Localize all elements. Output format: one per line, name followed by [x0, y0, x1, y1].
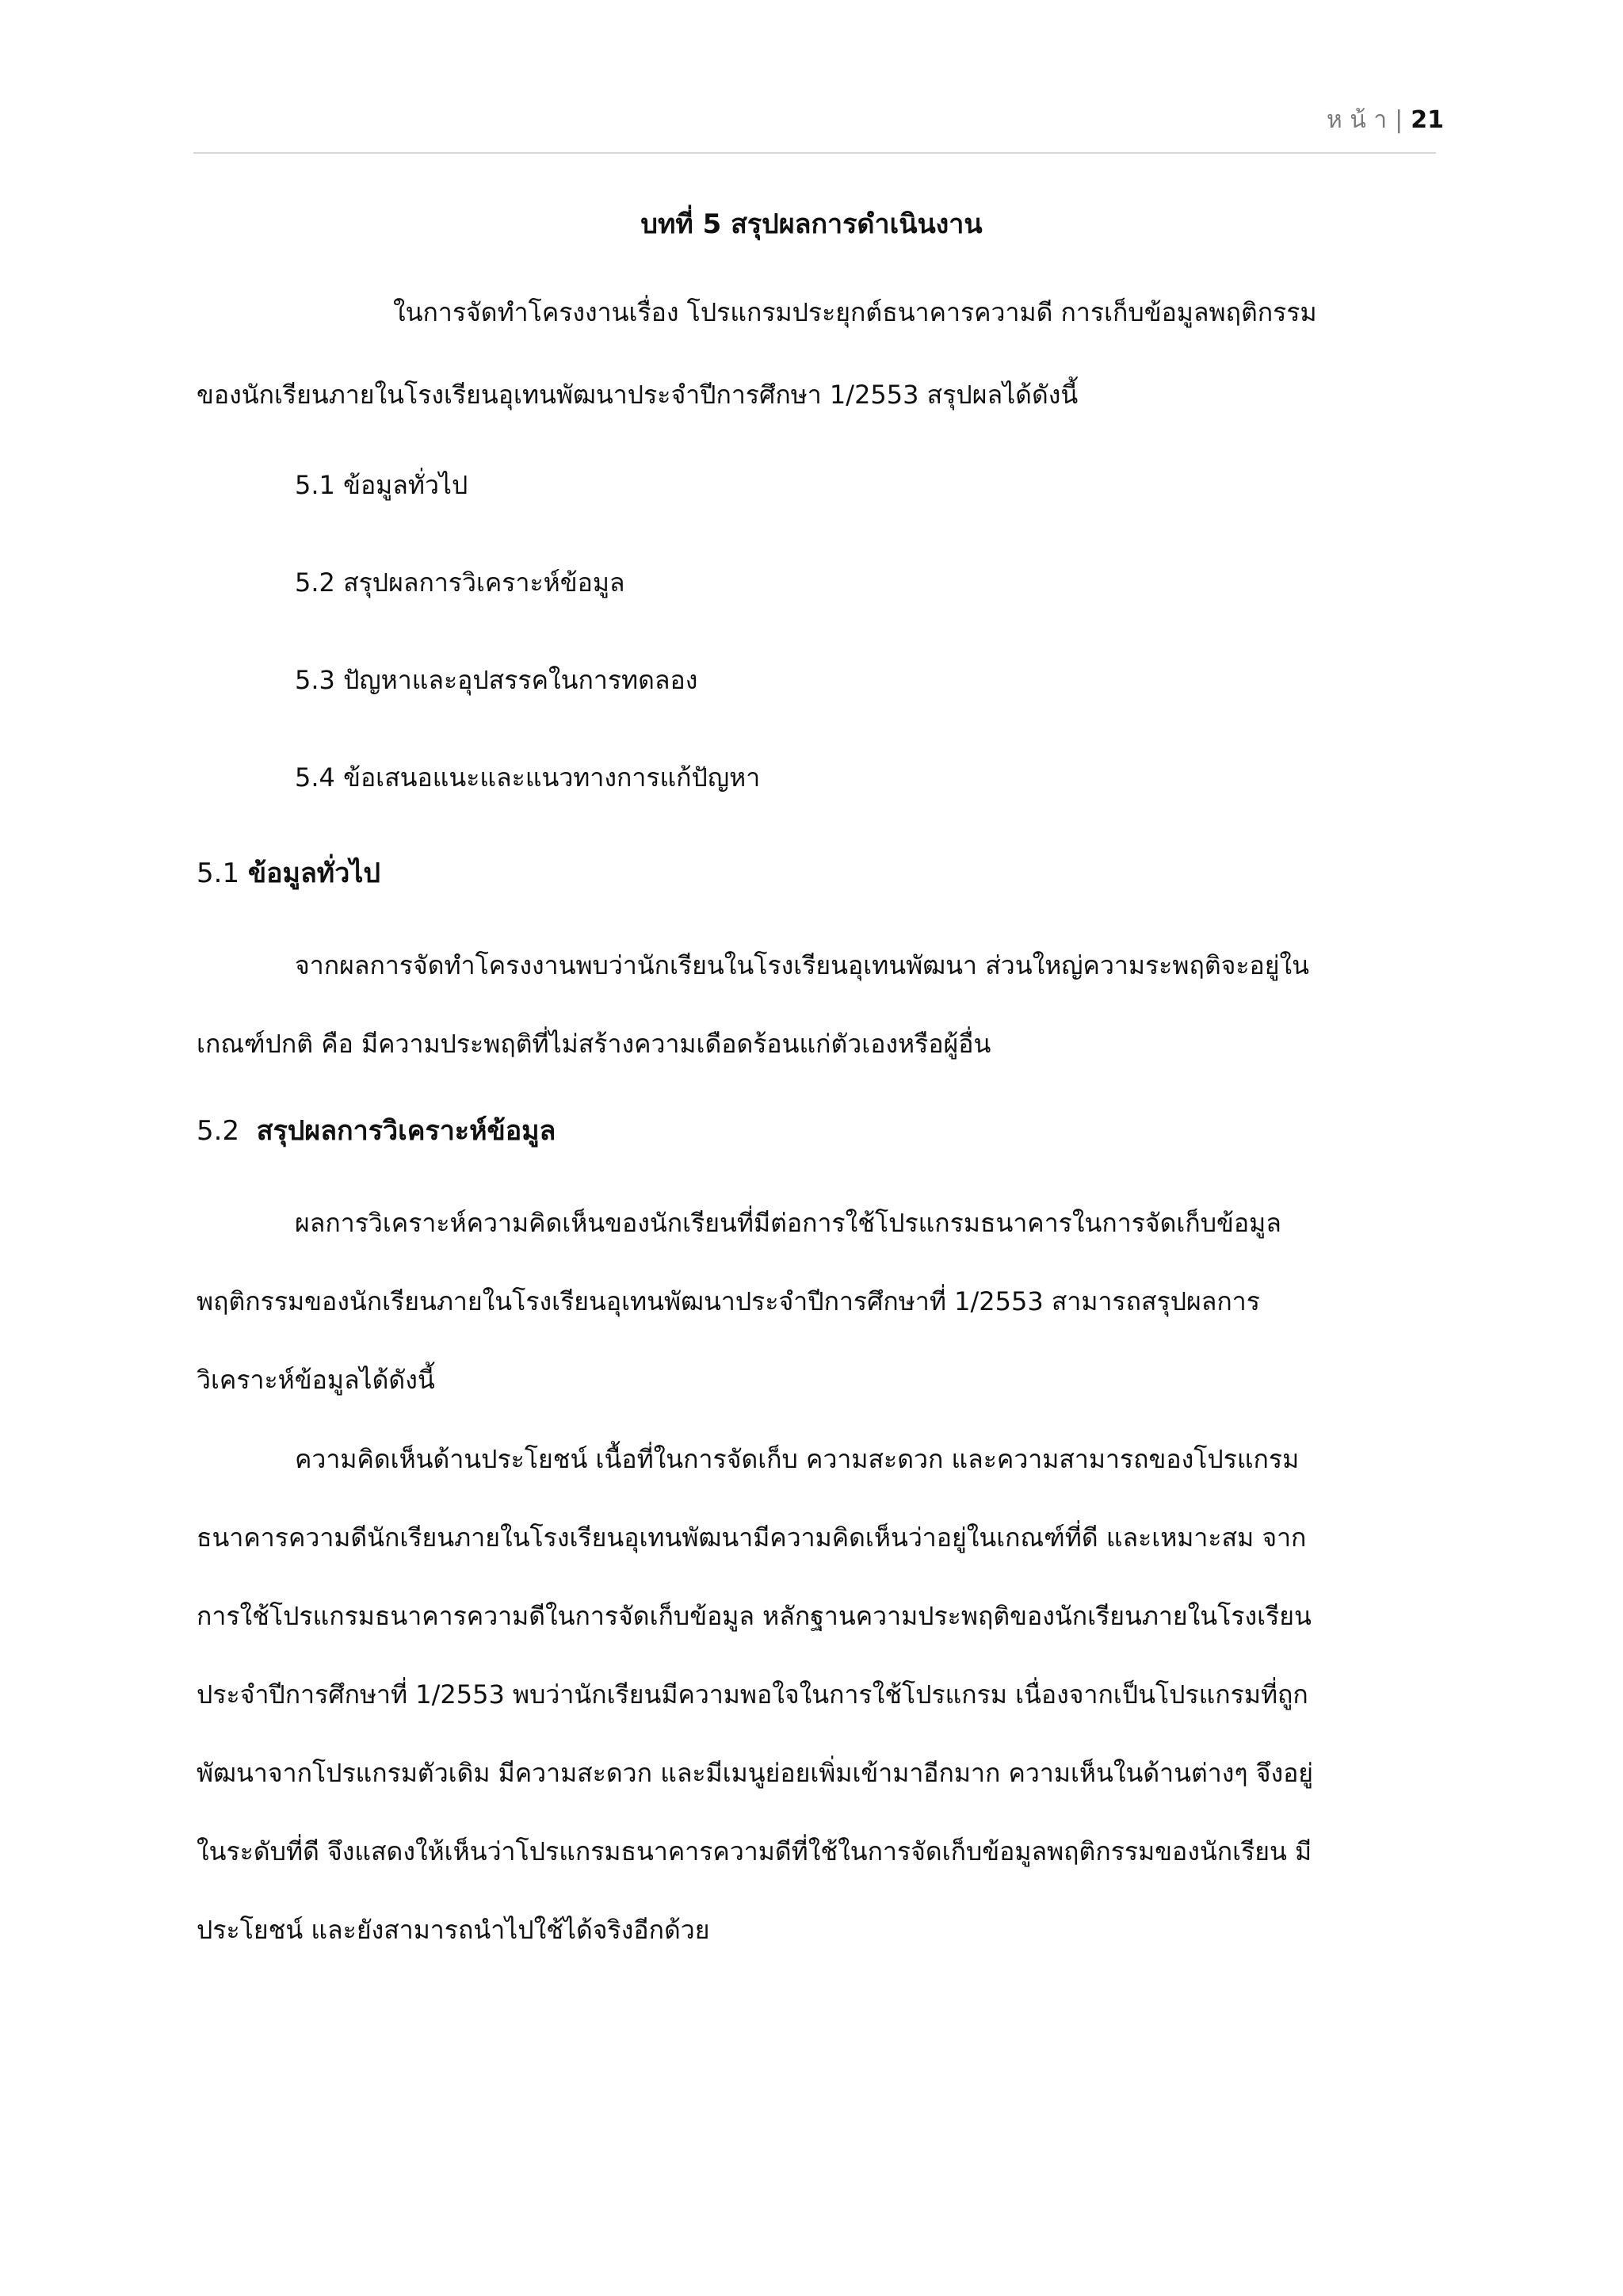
section-paragraph [197, 926, 1433, 1083]
paragraph-line: พัฒนาจากโปรแกรมตัวเดิม มีความสะดวก และมีเมนูย่อยเพิ่มเข้ามาอีกมาก ความเห็นในด้านต่างๆ จึงอยู่ [197, 1758, 1314, 1788]
paragraph-line: การใช้โปรแกรมธนาคารความดีในการจัดเก็บข้อมูล หลักฐานความประพฤติของนักเรียนภายในโรงเรียน [197, 1601, 1312, 1631]
header-divider [193, 152, 1436, 154]
section-heading [197, 1111, 556, 1151]
section-heading [197, 854, 380, 893]
chapter-title: บทที่ 5 สรุปผลการดำเนินงาน [640, 208, 983, 240]
section-number: 5.2 [197, 1115, 240, 1147]
paragraph-line: ผลการวิเคราะห์ความคิดเห็นของนักเรียนที่มีต่อการใช้โปรแกรมธนาคารในการจัดเก็บข้อมูล [295, 1208, 1281, 1238]
paragraph-line: ประโยชน์ และยังสามารถนำไปใช้ได้จริงอีกด้วย [197, 1915, 710, 1945]
paragraph-line: ของนักเรียนภายในโรงเรียนอุเทนพัฒนาประจำปีการศึกษา 1/2553 สรุปผลได้ดังนี้ [197, 380, 1079, 410]
paragraph-line: พฤติกรรมของนักเรียนภายในโรงเรียนอุเทนพัฒนาประจำปีการศึกษาที่ 1/2553 สามารถสรุปผลการ [197, 1286, 1260, 1316]
page-label: ห น้ า [1326, 106, 1388, 134]
intro-paragraph [197, 271, 1433, 436]
paragraph-line: เกณฑ์ปกติ คือ มีความประพฤติที่ไม่สร้างความเดือดร้อนแก่ตัวเองหรือผู้อื่น [197, 1029, 991, 1059]
header-separator: | [1395, 106, 1403, 134]
paragraph-line: วิเคราะห์ข้อมูลได้ดังนี้ [197, 1365, 435, 1395]
toc-item: 5.4 ข้อเสนอแนะและแนวทางการแก้ปัญหา [295, 762, 761, 793]
paragraph-line: ในระดับที่ดี จึงแสดงให้เห็นว่าโปรแกรมธนาคารความดีที่ใช้ในการจัดเก็บข้อมูลพฤติกรรมของนักเรียน มี [197, 1836, 1312, 1866]
page-header [1327, 105, 1444, 136]
section-paragraph [197, 1420, 1433, 1969]
paragraph-line: จากผลการจัดทำโครงงานพบว่านักเรียนในโรงเรียนอุเทนพัฒนา ส่วนใหญ่ความระพฤติจะอยู่ใน [295, 950, 1310, 980]
paragraph-line: ในการจัดทำโครงงานเรื่อง โปรแกรมประยุกต์ธนาคารความดี การเก็บข้อมูลพฤติกรรม [393, 297, 1317, 327]
section-paragraph [197, 1184, 1433, 1419]
section-number: 5.1 [197, 858, 240, 889]
toc-item: 5.1 ข้อมูลทั่วไป [295, 470, 468, 500]
paragraph-line: ธนาคารความดีนักเรียนภายในโรงเรียนอุเทนพัฒนามีความคิดเห็นว่าอยู่ในเกณฑ์ที่ดี และเหมาะสม จาก [197, 1522, 1307, 1553]
section-title: ข้อมูลทั่วไป [247, 858, 380, 889]
paragraph-line: ความคิดเห็นด้านประโยชน์ เนื้อที่ในการจัดเก็บ ความสะดวก และความสามารถของโปรแกรม [295, 1444, 1300, 1474]
toc-item: 5.3 ปัญหาและอุปสรรคในการทดลอง [295, 665, 698, 695]
toc-item: 5.2 สรุปผลการวิเคราะห์ข้อมูล [295, 567, 625, 598]
section-title: สรุปผลการวิเคราะห์ข้อมูล [256, 1115, 556, 1147]
page-number: 21 [1411, 106, 1444, 134]
paragraph-line: ประจำปีการศึกษาที่ 1/2553 พบว่านักเรียนมีความพอใจในการใช้โปรแกรม เนื่องจากเป็นโปรแกรมที่ถูก [197, 1679, 1308, 1710]
